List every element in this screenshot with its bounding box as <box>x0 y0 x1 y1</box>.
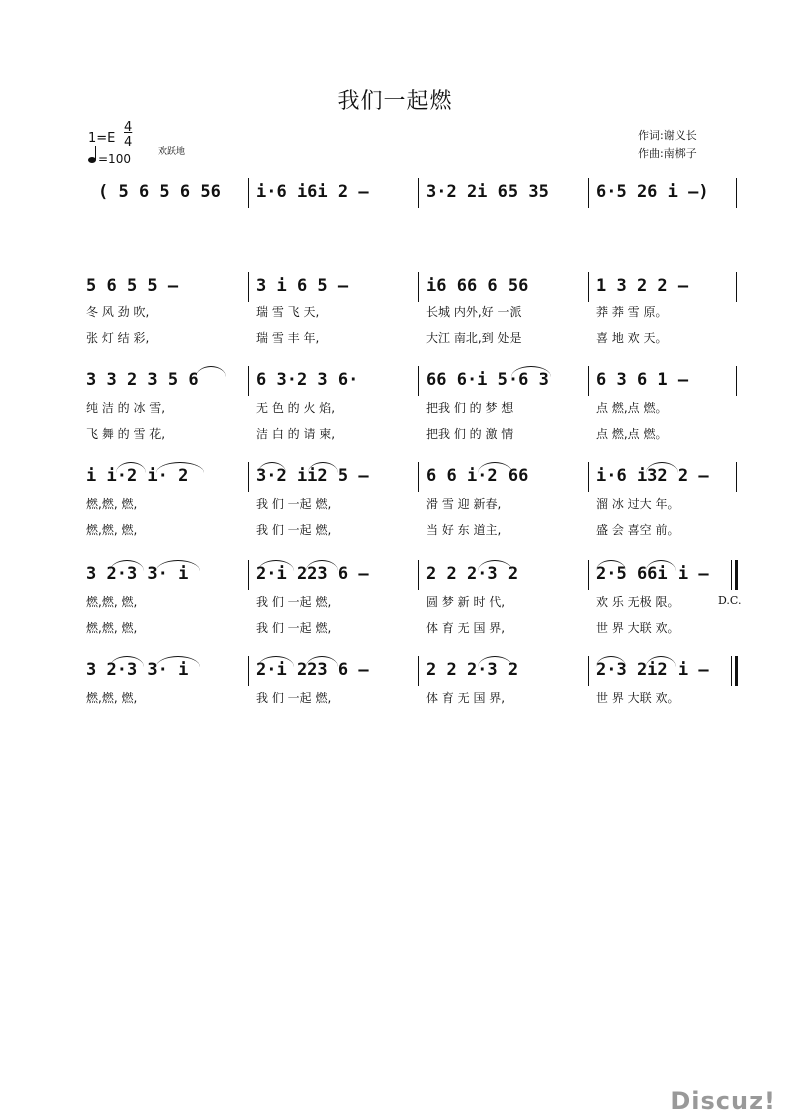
measure-4: 1 3 2 2 – <box>596 276 689 296</box>
barline <box>248 366 249 396</box>
tempo-marking <box>88 152 131 166</box>
lyric: 溜 冰 过大 年。 <box>596 497 680 511</box>
lyric: 把我 们 的 梦 想 <box>426 401 514 415</box>
measure-4: 2·3 2i2 i – <box>596 660 709 680</box>
barline <box>731 560 732 590</box>
barline <box>248 462 249 492</box>
lyric: 世 界 大联 欢。 <box>596 621 680 635</box>
final-barline <box>735 656 738 686</box>
lyric: 盛 会 喜空 前。 <box>596 523 680 537</box>
lyric: 大江 南北,到 处是 <box>426 331 522 345</box>
barline <box>736 462 737 492</box>
lyric: 张 灯 结 彩, <box>86 331 150 345</box>
system-5-notes <box>86 656 740 684</box>
lyric: 体 育 无 国 界, <box>426 621 506 635</box>
time-signature-top: 4 <box>124 120 133 135</box>
measure-1: 3 2·3 3· i <box>86 564 189 584</box>
measure-4: i·6 i32 2 – <box>596 466 709 486</box>
barline <box>736 272 737 302</box>
quarter-note-icon <box>88 157 96 163</box>
measure-1: 3 2·3 3· i <box>86 660 189 680</box>
measure-3: 2 2 2·3 2 <box>426 660 519 680</box>
composer-credit: 作曲:南梆子 <box>638 147 697 160</box>
final-barline <box>735 560 738 590</box>
barline <box>248 272 249 302</box>
measure-1: 3 3 2 3 5 6 <box>86 370 199 390</box>
intro-measure-4: 6·5 26 i –) <box>596 182 709 202</box>
barline <box>588 560 589 590</box>
intro-notes <box>86 178 740 206</box>
barline <box>248 178 249 208</box>
barline <box>418 366 419 396</box>
barline <box>736 178 737 208</box>
lyric: 燃,燃, 燃, <box>86 621 138 635</box>
barline <box>588 366 589 396</box>
system-1-notes <box>86 272 740 300</box>
barline <box>736 366 737 396</box>
lyric: 无 色 的 火 焰, <box>256 401 336 415</box>
lyric: 我 们 一起 燃, <box>256 595 332 609</box>
lyric: 燃,燃, 燃, <box>86 595 138 609</box>
measure-3: 66 6·i 5·6 3 <box>426 370 549 390</box>
barline <box>588 656 589 686</box>
expression-marking: 欢跃地 <box>158 147 186 157</box>
barline <box>248 560 249 590</box>
lyric: 纯 洁 的 冰 雪, <box>86 401 166 415</box>
intro-measure-2: i·6 i6i 2 – <box>256 182 369 202</box>
lyric: 世 界 大联 欢。 <box>596 691 680 705</box>
lyric: 莽 莽 雪 原。 <box>596 305 668 319</box>
lyric: 我 们 一起 燃, <box>256 691 332 705</box>
barline <box>418 178 419 208</box>
lyricist-credit: 作词:谢义长 <box>638 129 697 142</box>
measure-4: 2·5 66i i – <box>596 564 709 584</box>
lyric: 滑 雪 迎 新春, <box>426 497 502 511</box>
measure-3: 6 6 i·2 66 <box>426 466 529 486</box>
measure-2: 3 i 6 5 – <box>256 276 349 296</box>
system-2-notes <box>86 366 740 394</box>
system-4-notes <box>86 560 740 588</box>
barline <box>248 656 249 686</box>
lyric: 瑞 雪 飞 天, <box>256 305 320 319</box>
score-title: 我们一起燃 <box>337 89 453 114</box>
tempo-value: =100 <box>98 152 131 166</box>
measure-1: i i·2 i· 2 <box>86 466 189 486</box>
barline <box>588 178 589 208</box>
measure-2: 6 3·2 3 6· <box>256 370 359 390</box>
intro-measure-1: ( 5 6 5 6 56 <box>98 182 221 202</box>
time-signature <box>124 120 132 150</box>
lyric: 点 燃,点 燃。 <box>596 401 668 415</box>
lyric: 飞 舞 的 雪 花, <box>86 427 166 441</box>
system-3-notes <box>86 462 740 490</box>
barline <box>418 462 419 492</box>
lyric: 喜 地 欢 天。 <box>596 331 668 345</box>
barline <box>418 560 419 590</box>
lyric: 我 们 一起 燃, <box>256 621 332 635</box>
measure-2: 2·i 223 6 – <box>256 564 369 584</box>
intro-measure-3: 3·2 2i 65 35 <box>426 182 549 202</box>
measure-2: 2·i 223 6 – <box>256 660 369 680</box>
measure-2: 3·2 ii2 5 – <box>256 466 369 486</box>
lyric: 圆 梦 新 时 代, <box>426 595 506 609</box>
lyric: 我 们 一起 燃, <box>256 497 332 511</box>
lyric: 洁 白 的 请 柬, <box>256 427 336 441</box>
time-signature-bottom: 4 <box>124 135 133 150</box>
measure-4: 6 3 6 1 – <box>596 370 689 390</box>
watermark-logo: Discuz! <box>670 1087 776 1115</box>
barline <box>588 272 589 302</box>
barline <box>731 656 732 686</box>
lyric: 燃,燃, 燃, <box>86 497 138 511</box>
lyric: 我 们 一起 燃, <box>256 523 332 537</box>
lyric: 燃,燃, 燃, <box>86 691 138 705</box>
lyric: 燃,燃, 燃, <box>86 523 138 537</box>
da-capo-marking: D.C. <box>718 594 742 607</box>
lyric: 把我 们 的 激 情 <box>426 427 514 441</box>
lyric: 瑞 雪 丰 年, <box>256 331 320 345</box>
lyric: 体 育 无 国 界, <box>426 691 506 705</box>
barline <box>418 272 419 302</box>
measure-3: i6 66 6 56 <box>426 276 529 296</box>
measure-3: 2 2 2·3 2 <box>426 564 519 584</box>
lyric: 点 燃,点 燃。 <box>596 427 668 441</box>
lyric: 欢 乐 无极 限。 <box>596 595 680 609</box>
lyric: 长城 内外,好 一派 <box>426 305 522 319</box>
lyric: 冬 风 劲 吹, <box>86 305 150 319</box>
barline <box>418 656 419 686</box>
lyric: 当 好 东 道主, <box>426 523 502 537</box>
measure-1: 5 6 5 5 – <box>86 276 179 296</box>
key-signature: 1=E <box>88 131 116 146</box>
barline <box>588 462 589 492</box>
